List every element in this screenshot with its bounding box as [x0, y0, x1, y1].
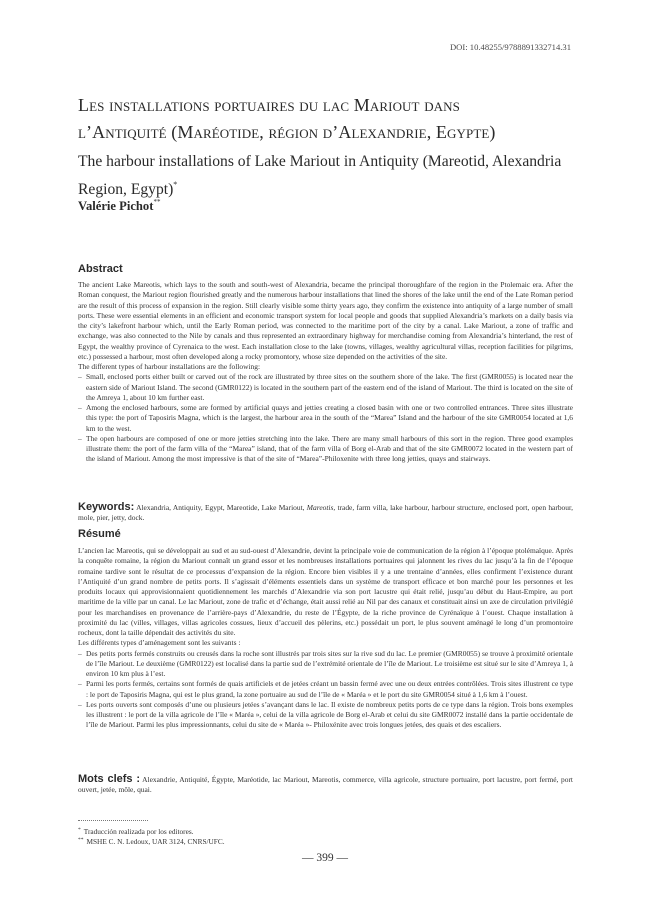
list-item: – Des petits ports fermés construits ou creusés dans la roche sont illustrés par trois sites sur la rive sud du lac. Le premier (GMR0055) se trouve à proximité orientale de l’île Mariout. Le deuxième (GMR0122) est localisé dans la partie sud de l’extrémité orientale de l’île de Mariout. Le troisième est situé sur le site d’Amreya 1, à environ 10 km plus à l’est.: [78, 649, 573, 680]
footnote: [78, 836, 225, 847]
list-item: – Les ports ouverts sont composés d’une ou plusieurs jetées s’avançant dans le lac. Il existe de nombreux petits ports de ce type dans la région. Trois bons exemples les illustrent : le port de la villa agricole de l’île « Maréa », celui de la villa agricole de Borg el-Arab et celui du site GMR0072 installé dans la partie occidentale de l’île de Mariout. Parmi les plus impressionnants, celui du site de « Maréa »- Philoxénite avec trois longues jetées, des quais et des escaliers.: [78, 700, 573, 731]
abstract-body: [78, 280, 573, 465]
footnote-text: MSHE C. N. Ledoux, UAR 3124, CNRS/UFC.: [86, 837, 225, 846]
french-title: [78, 92, 578, 146]
list-item: – Small, enclosed ports either built or carved out of the rock are illustrated by three sites on the southern shore of the lake. The first (GMR0055) is located near the eastern side of Mariout Island. The second (GMR0122) is located in the southern part of the eastern end of the island of Mariout. The third is located on the site of the Amreya 1, about 10 km further east.: [78, 372, 573, 403]
keywords-text-italic: Mareotis: [306, 503, 334, 512]
resume-heading: Résumé: [78, 528, 121, 540]
footnote-text: Traducción realizada por los editores.: [83, 827, 194, 836]
list-item: – Among the enclosed harbours, some are formed by artificial quays and jetties creating a closed basin with one or two controlled entrances. Three sites illustrate this type: the port of Taposiris Magna, which is the largest, the harbour area in the south of the “Marea” Island and the harbour of the site GMR0054 located at 1,6 km to the west.: [78, 403, 573, 434]
mots-clefs-label: Mots clefs :: [78, 773, 140, 785]
resume-body: [78, 546, 573, 731]
resume-types-intro: Les différents types d’aménagement sont les suivants :: [78, 638, 241, 648]
resume-list: [78, 649, 573, 731]
english-title: [78, 150, 578, 201]
keywords-label: Keywords:: [78, 501, 135, 513]
abstract-heading: Abstract: [78, 263, 123, 275]
footnote-divider: [78, 820, 148, 821]
mots-clefs: [78, 774, 573, 796]
abstract-types-intro: The different types of harbour installations are the following:: [78, 362, 261, 371]
english-title-footnote-marker: *: [173, 180, 178, 189]
mots-clefs-text: Alexandrie, Antiquité, Égypte, Maréotide, lac Mariout, Mareotis, commerce, villa agricole, structure portuaire, port lacustre, port fermé, port ouvert, jetée, môle, quai.: [78, 775, 573, 795]
author: [78, 198, 160, 214]
french-title-line-2: l’Antiquité (Maréotide, région d’Alexandrie, Egypte): [78, 122, 496, 142]
french-title-line-1: Les installations portuaires du lac Mariout dans: [78, 95, 460, 115]
author-name: Valérie Pichot: [78, 199, 154, 213]
abstract-paragraph: The ancient Lake Mareotis, which lays to the south and south-west of Alexandria, became the principal thoroughfare of the region in the Ptolemaic era. After the Roman conquest, the Mariout region flourished greatly and the numerous harbour installations that lined the shores of the lake until the end of the Late Roman period are the result of this process of expansion in the region. Still clearly visible some thirty years ago, they confirm the existence into antiquity of a large number of small ports. These were essential elements in an efficient and economic transport system for local people and goods that supplied Alexandria’s markets on a daily basis via the city’s lakefront harbour which, until the Early Roman period, was connected to the maritime port of the city by a canal. Lake Mariout, a zone of traffic and exchange, was also connected to the Nile by canals and thus represented an extraordinary highway for merchandise coming from Alexandria’s hinterland, the rest of Egypt, the wealthy province of Cyrenaica to the west. Each installation close to the lake (towns, villages, wealthy agricultural villas, reception facilities for pilgrims, etc.) possessed a harbour, most often developed along a rocky promontory, whose size depended on the activities of the site.: [78, 280, 573, 361]
footnote-marker: **: [78, 837, 84, 843]
list-item: – Parmi les ports fermés, certains sont formés de quais artificiels et de jetées créant un bassin fermé avec une ou deux entrées contrôlées. Trois sites illustrent ce type : le port de Taposiris Magna, qui est le plus grand, la zone portuaire au sud de l’île de « Maréa » et le port du site GMR0054 situé à 1,6 km à l’ouest.: [78, 679, 573, 700]
page-number: — 399 —: [302, 852, 348, 864]
keywords-text-b: , trade, farm villa, lake harbour, harbour structure, enclosed port, open harbour, mole, pier, jetty, dock.: [78, 503, 574, 523]
author-footnote-marker: **: [153, 198, 161, 206]
doi-line: DOI: 10.48255/9788891332714.31: [449, 42, 571, 52]
footnote-marker: *: [78, 827, 81, 833]
list-item: – The open harbours are composed of one or more jetties stretching into the lake. There are many small harbours of this sort in the region. Three good examples illustrate them: the port of the farm villa of the “Marea” island, that of the farm villa of Borg el-Arab and that of the site GMR0072 located in the western part of the island of Mariout. Among the most impressive is that of the site of “Marea”-Philoxenite with three long jetties, quays and stairways.: [78, 434, 573, 465]
abstract-list: [78, 372, 573, 464]
english-title-text: The harbour installations of Lake Mariout in Antiquity (Mareotid, Alexandria Region, Egypt): [78, 153, 562, 198]
keywords-text-a: Alexandria, Antiquity, Egypt, Mareotide, Lake Mariout,: [136, 503, 307, 512]
footnote: [78, 826, 194, 837]
resume-paragraph: L’ancien lac Mareotis, qui se développait au sud et au sud-ouest d’Alexandrie, devint la principale voie de communication de la région à l’époque ptolémaïque. Après la conquête romaine, la région du Mariout connaît un grand essor et les nombreuses installations portuaires qui jalonnent les rives du lac jusqu’à la fin de l’époque romaine tardive sont le résultat de ce processus d’expansion de la région. Encore bien visibles il y a une trentaine d’années, elles confirment l’existence durant l’Antiquité d’un grand nombre de petits ports. Il s’agissait d’éléments essentiels dans un système de transport efficace et bon marché pour les personnes et les produits locaux qui approvisionnaient quotidiennement les marchés d’Alexandrie via son port lacustre qui était relié, jusqu’au début du Haut-Empire, au port maritime de la ville par un canal. Le lac Mariout, zone de trafic et d’échange, était aussi relié au Nil par des canaux et constituait ainsi un axe de circulation privilégié pour les marchandises en provenance de l’arrière-pays d’Alexandrie, du reste de l’Égypte, de la riche province de Cyrénaïque à l’ouest. Chaque installation à proximité du lac (villes, villages, villas agricoles cossues, lieux d’accueil des pèlerins, etc.) possédait un port, le plus souvent aménagé le long d’un promontoire rocheux, dont la taille dépendait des activités du site.: [78, 546, 573, 637]
keywords: [78, 502, 573, 524]
